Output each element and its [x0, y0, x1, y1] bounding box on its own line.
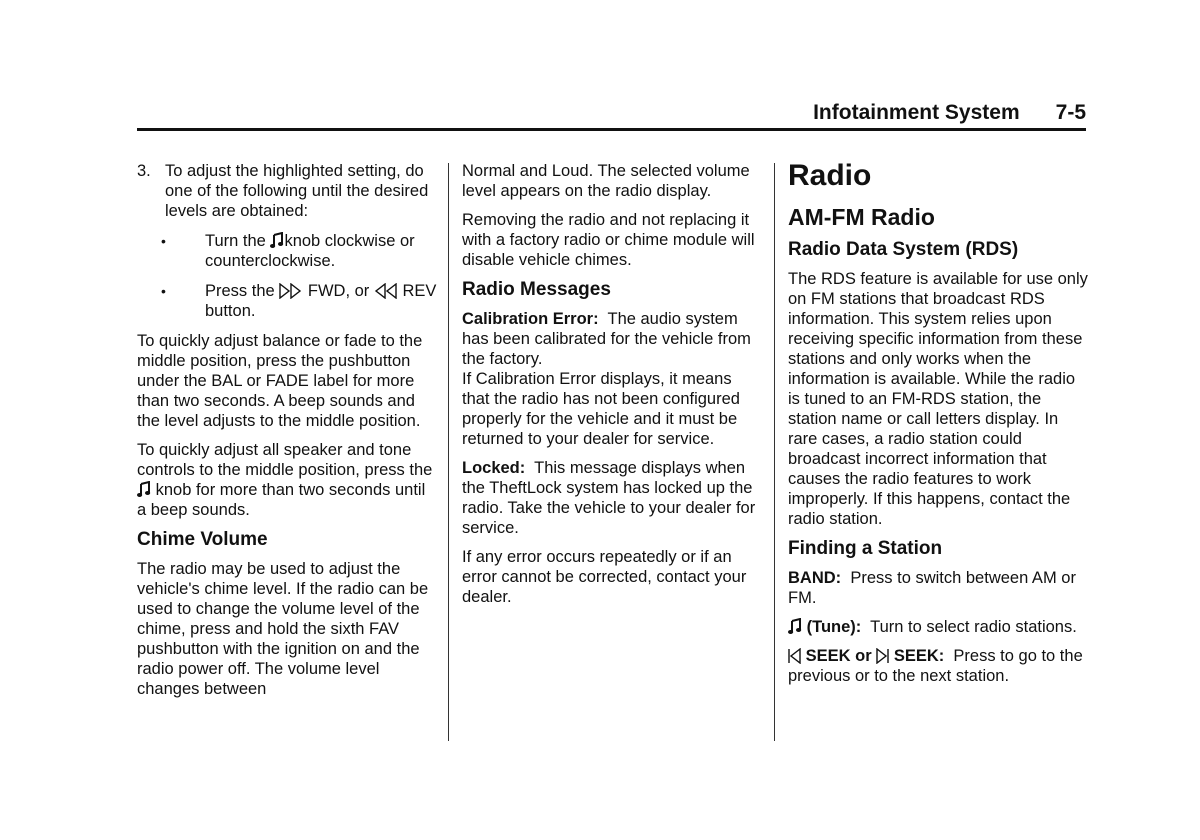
heading-radio-messages: Radio Messages [462, 279, 611, 300]
music-note-icon [137, 481, 151, 498]
term-label: SEEK: [893, 647, 945, 665]
paragraph: Removing the radio and not replacing it with a factory radio or chime module will disable vehicle chimes. [462, 211, 755, 269]
music-note-icon [788, 618, 802, 635]
paragraph [137, 440, 437, 520]
paragraph: Normal and Loud. The selected volume level appears on the radio display. [462, 162, 750, 200]
column-left [137, 161, 437, 708]
text: Turn to select radio stations. [870, 618, 1077, 636]
text: Press the [205, 282, 275, 300]
bullet-text [205, 281, 437, 321]
paragraph [462, 309, 760, 449]
paragraph [788, 646, 1088, 686]
paragraph: If any error occurs repeatedly or if an error cannot be corrected, contact your dealer. [462, 548, 747, 606]
text: Press to go to the previous or to the next station. [788, 647, 1083, 685]
text: If Calibration Error displays, it means that the radio has not been configured properly for the vehicle and it must be returned to your dealer for service. [462, 370, 740, 448]
text: Turn the [205, 232, 266, 250]
bullet-text [205, 231, 437, 271]
term-label: Calibration Error: [462, 310, 599, 328]
bullet-mark: • [161, 283, 166, 299]
text: This message displays when the TheftLock system has locked up the radio. Take the vehicle to your dealer for service. [462, 459, 756, 537]
paragraph [462, 458, 760, 538]
music-note-icon [270, 232, 284, 249]
term-label: (Tune): [806, 618, 862, 636]
column-divider [774, 163, 775, 741]
column-right [788, 161, 1088, 695]
seek-back-icon [788, 648, 801, 664]
bullet-2 [161, 281, 437, 321]
rewind-icon [374, 283, 398, 299]
page-number: 7-5 [1055, 101, 1086, 124]
heading-rds: Radio Data System (RDS) [788, 239, 1019, 260]
column-middle [462, 161, 760, 616]
step-3 [137, 161, 437, 221]
text: FWD, or [307, 282, 370, 300]
text: knob for more than two seconds until a beep sounds. [137, 481, 426, 519]
heading-am-fm-radio: AM-FM Radio [788, 204, 935, 230]
paragraph [788, 617, 1088, 637]
term-label: BAND: [788, 569, 842, 587]
paragraph: To quickly adjust balance or fade to the middle position, press the pushbutton under the BAL or FADE label for more than two seconds. A beep sounds and the level adjusts to the middle position. [137, 332, 423, 430]
page-header [813, 101, 1086, 125]
step-text: To adjust the highlighted setting, do one of the following until the desired levels are obtained: [165, 162, 429, 220]
text: knob clockwise or counterclockwise. [205, 232, 415, 270]
text: REV button. [205, 282, 437, 320]
bullet-mark: • [161, 233, 166, 249]
term-label: SEEK or [805, 647, 872, 665]
bullet-1 [161, 231, 437, 271]
step-number: 3. [137, 162, 151, 180]
section-title: Infotainment System [813, 101, 1020, 124]
text: Press to switch between AM or FM. [788, 569, 1076, 607]
term-label: Locked: [462, 459, 526, 477]
fast-forward-icon [279, 283, 303, 299]
paragraph [788, 568, 1088, 608]
column-divider [448, 163, 449, 741]
text: The audio system has been calibrated for the vehicle from the factory. [462, 310, 751, 368]
heading-radio: Radio [788, 159, 872, 192]
heading-chime-volume: Chime Volume [137, 529, 268, 550]
paragraph: The radio may be used to adjust the vehicle's chime level. If the radio can be used to change the volume level of the chime, press and hold the sixth FAV pushbutton with the ignition on and the radio power off. The volume level changes between [137, 560, 429, 698]
paragraph: The RDS feature is available for use only on FM stations that broadcast RDS information. This system relies upon receiving specific information from these stations and only works when the information is available. While the radio is tuned to an FM-RDS station, the station name or call letters display. In rare cases, a radio station could broadcast incorrect information that causes the radio features to work improperly. If this happens, contact the radio station. [788, 270, 1088, 528]
heading-finding-station: Finding a Station [788, 538, 943, 559]
text: To quickly adjust all speaker and tone controls to the middle position, press the [137, 441, 433, 479]
header-rule [137, 128, 1086, 131]
seek-forward-icon [876, 648, 889, 664]
